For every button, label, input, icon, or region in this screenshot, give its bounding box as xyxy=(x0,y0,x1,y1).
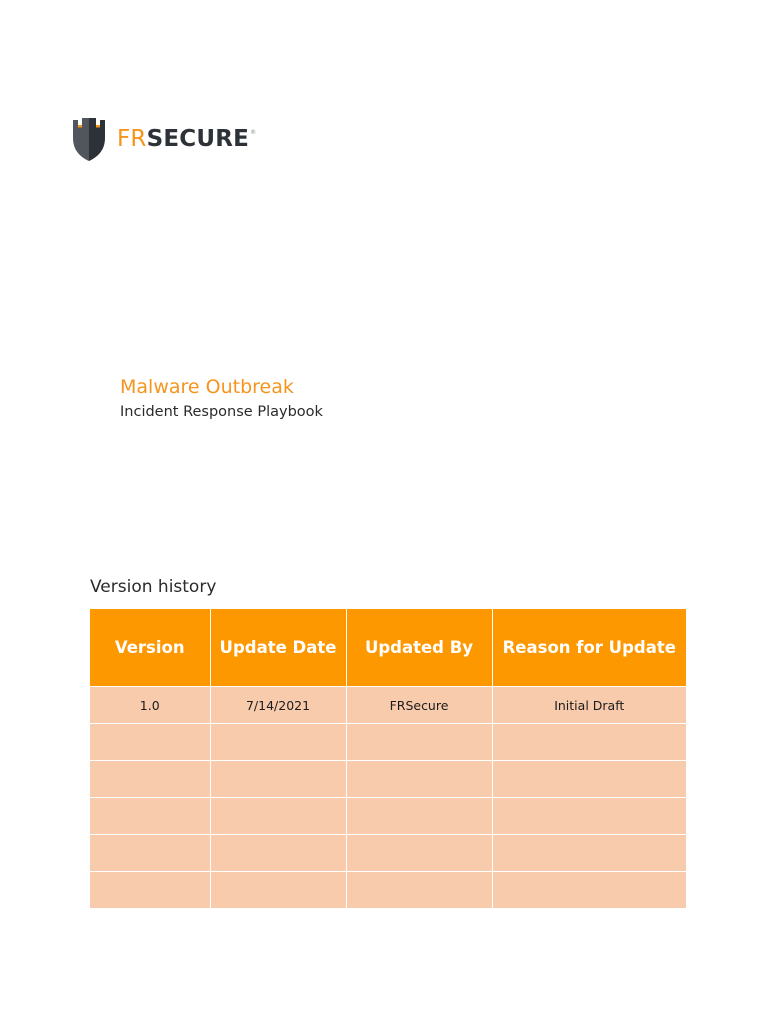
table-row xyxy=(90,798,686,835)
cell-reason xyxy=(492,761,686,798)
table-row xyxy=(90,835,686,872)
logo-text-fr: FR xyxy=(117,126,147,152)
frsecure-logo xyxy=(72,116,256,162)
cell-version: 1.0 xyxy=(90,687,210,724)
document-title: Malware Outbreak xyxy=(120,376,294,398)
cell-update-date: 7/14/2021 xyxy=(210,687,346,724)
cell-update-date xyxy=(210,724,346,761)
column-header-version: Version xyxy=(90,609,210,687)
cell-reason xyxy=(492,872,686,909)
table-row xyxy=(90,872,686,909)
cell-version xyxy=(90,798,210,835)
logo-wordmark xyxy=(117,128,256,151)
cell-version xyxy=(90,835,210,872)
cell-update-date xyxy=(210,872,346,909)
cell-updated-by: FRSecure xyxy=(346,687,492,724)
column-header-reason-for-update: Reason for Update xyxy=(492,609,686,687)
shield-castle-icon xyxy=(72,116,106,162)
table-row xyxy=(90,761,686,798)
version-history-table xyxy=(90,609,686,908)
cell-update-date xyxy=(210,835,346,872)
cell-version xyxy=(90,724,210,761)
cell-update-date xyxy=(210,798,346,835)
cell-updated-by xyxy=(346,724,492,761)
document-subtitle: Incident Response Playbook xyxy=(120,404,323,420)
logo-text-secure: SECURE xyxy=(146,126,250,152)
cell-updated-by xyxy=(346,835,492,872)
cell-updated-by xyxy=(346,798,492,835)
cell-reason: Initial Draft xyxy=(492,687,686,724)
column-header-update-date: Update Date xyxy=(210,609,346,687)
registered-mark: ® xyxy=(250,129,257,136)
cell-reason xyxy=(492,835,686,872)
column-header-updated-by: Updated By xyxy=(346,609,492,687)
table-row xyxy=(90,687,686,724)
cell-reason xyxy=(492,798,686,835)
table-row xyxy=(90,724,686,761)
cell-version xyxy=(90,872,210,909)
table-header-row xyxy=(90,609,686,687)
cell-updated-by xyxy=(346,761,492,798)
cell-reason xyxy=(492,724,686,761)
version-history-heading: Version history xyxy=(90,577,217,597)
cell-version xyxy=(90,761,210,798)
cell-updated-by xyxy=(346,872,492,909)
cell-update-date xyxy=(210,761,346,798)
